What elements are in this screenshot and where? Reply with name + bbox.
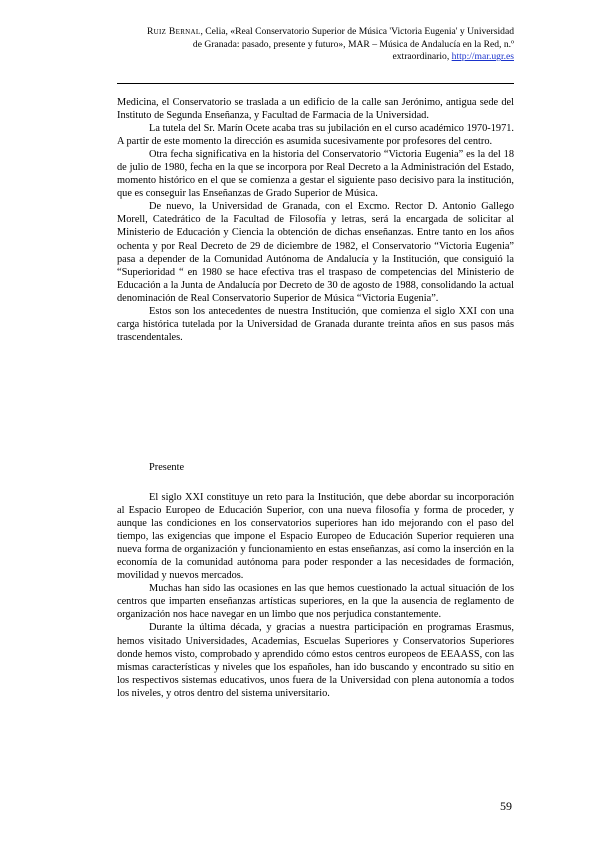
- paragraph: El siglo XXI constituye un reto para la Institución, que debe abordar su incorporación al Espacio Europeo de Educación Superior, con una nueva filosofía y forma de proceder, y aunque las condiciones en los conservatorios superiores han ido mejorando con el paso del tiempo, las exigencias que impone el Espacio Europeo de Educación Superior requieren una nueva forma de organización y funcionamiento en estas enseñanzas, así como la inserción en la economía de la comunidad autónoma para poder responder a las necesidades de formación, movilidad y nuevos mercados.: [117, 492, 514, 582]
- page-number: 59: [500, 799, 512, 813]
- paragraph: La tutela del Sr. Marín Ocete acaba tras su jubilación en el curso académico 1970-1971. A partir de este momento la dirección es asumida sucesivamente por profesores del centro.: [117, 123, 514, 148]
- header-citation-start: , Celia, «Real Conservatorio Superior de Música 'Victoria Eugenia' y Universidad: [200, 26, 514, 37]
- running-header: [110, 26, 514, 64]
- main-text-history: [117, 96, 514, 344]
- header-author: Ruiz Bernal: [146, 26, 201, 37]
- paragraph: De nuevo, la Universidad de Granada, con el Excmo. Rector D. Antonio Gallego Morell, Catedrático de la Facultad de Filosofía y letras, será la encargada de solicitar al Ministerio de Educación y Ciencia la obtención de dichas enseñanzas. Entre tanto en los años ochenta y por Real Decreto de 29 de diciembre de 1982, el Conservatorio “Victoria Eugenia” pasa a depender de la Comunidad Autónoma de Andalucía y la Institución, que consiguió la “Superioridad “ en 1980 se hace efectiva tras el traspaso de competencias del Ministerio de Educación a la Junta de Andalucía por Decreto de 30 de agosto de 1988, consolidando la actual denominación de Real Conservatorio Superior de Música “Victoria Eugenia”.: [117, 201, 514, 304]
- section-heading: Presente: [149, 462, 185, 473]
- paragraph: Durante la última década, y gracias a nuestra participación en programas Erasmus, hemos visitado Universidades, Academias, Escuelas Superiores y Conservatorios Superiores donde hemos visto, comprobado y aprendido cómo estos centros europeos de EEAASS, con las mismas características y niveles que los españoles, han ido buscando y encontrado su sitio en los respectivos sistemas educativos, unos fuera de la Universidad con plena autonomía a todos los niveles, y otros dentro del sistema universitario.: [117, 622, 514, 699]
- paragraph: Estos son los antecedentes de nuestra Institución, que comienza el siglo XXI con una carga histórica tutelada por la Universidad de Granada durante treinta años en sus pasos más trascendentales.: [117, 305, 514, 343]
- header-line-1: [110, 26, 514, 39]
- header-line-2: de Granada: pasado, presente y futuro», MAR – Música de Andalucía en la Red, n.º: [192, 38, 514, 50]
- main-text-present: [117, 491, 514, 700]
- header-rule: [117, 83, 514, 84]
- header-issue: extraordinario,: [392, 51, 452, 63]
- header-line-3: [110, 51, 514, 64]
- paragraph: Muchas han sido las ocasiones en las que hemos cuestionado la actual situación de los centros que imparten enseñanzas artísticas superiores, en la que la ausencia de reglamento de organización nos hace navegar en un limbo que nos perjudica constantemente.: [117, 583, 514, 621]
- paragraph: Otra fecha significativa en la historia del Conservatorio “Victoria Eugenia” es la del 18 de julio de 1980, fecha en la que se incorpora por Real Decreto a la Administración del Estado, momento histórico en el que se comienza a gestar el siguiente paso decisivo para la institución, que es conseguir las Enseñanzas de Grado Superior de Música.: [117, 149, 514, 200]
- journal-link[interactable]: http://mar.ugr.es: [451, 51, 514, 63]
- paragraph: Medicina, el Conservatorio se traslada a un edificio de la calle san Jerónimo, antigua sede del Instituto de Segunda Enseñanza, y Facultad de Farmacia de la Universidad.: [117, 97, 514, 122]
